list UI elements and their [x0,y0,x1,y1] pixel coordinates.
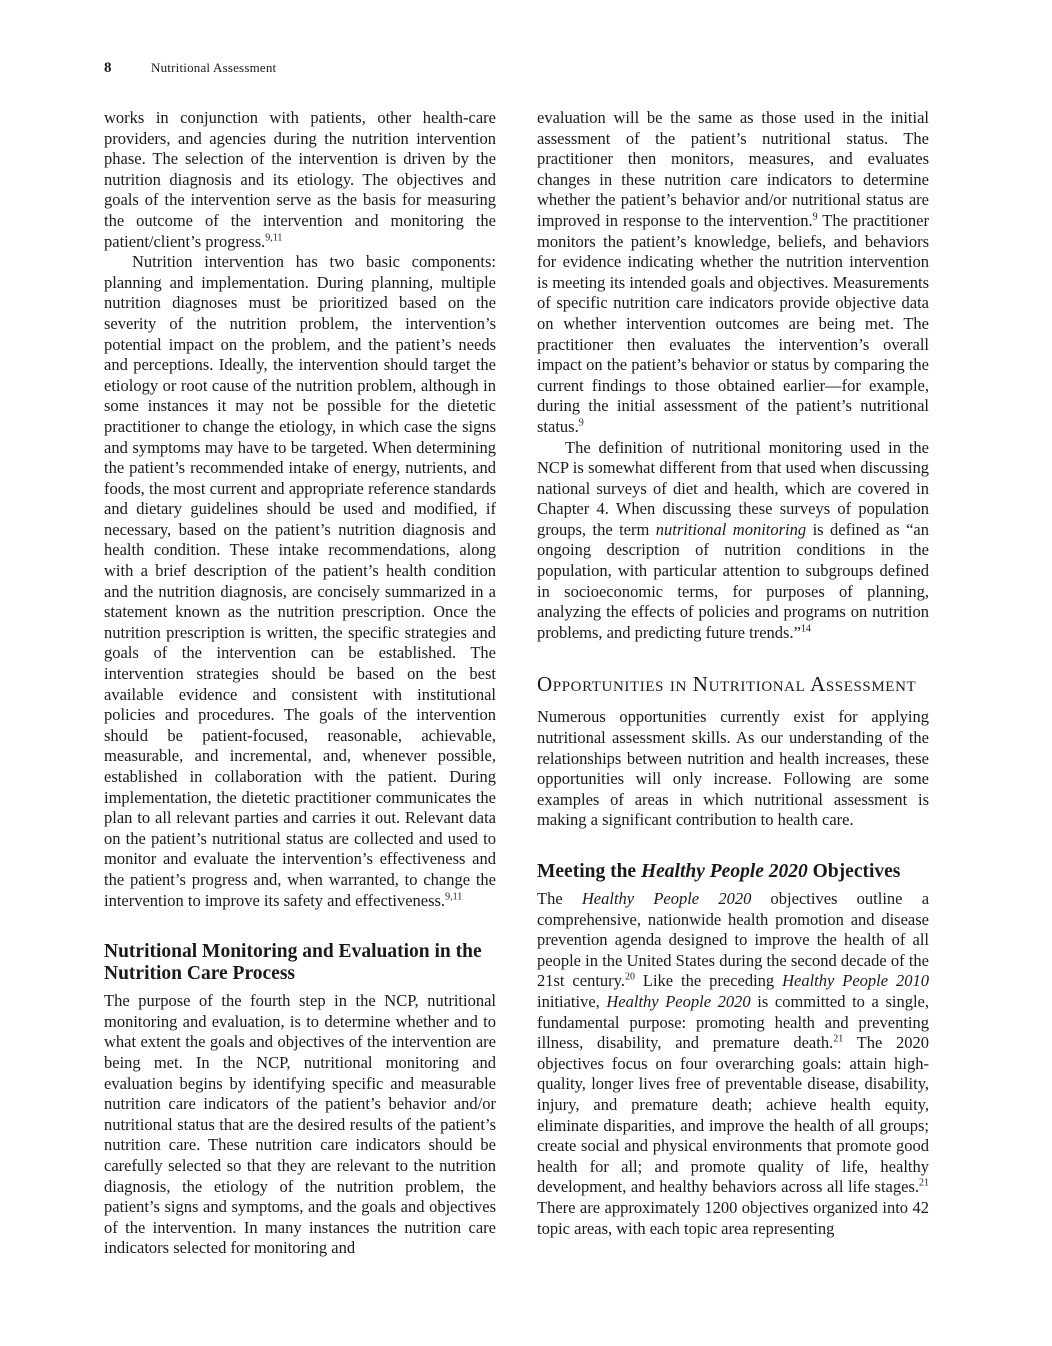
paragraph-right-3: Numerous opportunities currently exist for applying nutritional assessment skills. As our understanding of the relationships between nutrition and health increases, these opportunities will only increase. Following are some examples of areas in which nutritional assessment is making a significant contribution to health care. [537,707,929,830]
citation: 9,11 [265,232,283,244]
subsection-heading-monitoring: Nutritional Monitoring and Evaluation in the Nutrition Care Process [104,941,482,985]
right-column [537,108,929,1239]
paragraph-left-1: works in conjunction with patients, other health-care providers, and agencies during the nutrition intervention phase. The selection of the intervention is driven by the nutrition diagnosis and its etiology. The objectives and goals of the intervention serve as the basis for measuring the outcome of the intervention and monitoring the patient/client’s progress.$^{9,11}$ [104,108,496,251]
paragraph-left-3: The purpose of the fourth step in the NCP, nutritional monitoring and evaluation, is to determine whether and to what extent the goals and objectives of the intervention are being met. In the NCP, nutritional monitoring and evaluation begins by identifying specific and measurable nutrition care indicators of the patient’s behavior and/or nutritional status that are the desired results of the patient’s nutrition care. These nutrition care indicators should be carefully selected so that they are relevant to the nutrition diagnosis, the etiology of the nutrition problem, the patient’s signs and symptoms, and the goals and objectives of the intervention. In many instances the nutrition care indicators selected for monitoring and [104,991,496,1258]
page-number: 8 [104,60,112,76]
left-column [104,108,496,1259]
section-heading-opportunities: Opportunities in Nutritional Assessment [537,672,917,697]
citation: 21 [833,1033,844,1045]
paragraph-right-2: The definition of nutritional monitoring used in the NCP is somewhat different from that used when discussing national surveys of diet and health, which are covered in Chapter 4. When discussing these surveys of population groups, the term nutritional monitoring is defined as “an ongoing description of nutrition conditions in the population, with particular attention to subgroups defined in socioeconomic terms, for purposes of planning, analyzing the effects of policies and programs on nutrition problems, and predicting future trends.”$^{14}$ [537,437,929,642]
citation: 20 [624,971,635,983]
subsection-heading-healthy-people: Meeting the Healthy People 2020 Objectives [537,861,901,882]
paragraph-right-1: evaluation will be the same as those used in the initial assessment of the patient’s nutritional status. The practitioner then monitors, measures, and evaluates changes in these nutrition care indicators to determine whether the patient’s behavior and/or nutritional status are improved in response to the intervention.$^9$ The practitioner monitors the patient’s knowledge, beliefs, and behaviors for evidence indicating whether the nutrition intervention is meeting its intended goals and objectives. Measurements of specific nutrition care indicators provide objective data on whether intervention outcomes are being met. The practitioner then evaluates the intervention’s overall impact on the patient’s behavior or status by comparing the current findings to those obtained earlier—for example, during the initial assessment of the patient’s nutritional status.$^9$ [537,108,929,436]
citation: 9,11 [445,891,463,903]
paragraph-left-2: Nutrition intervention has two basic components: planning and implementation. During planning, multiple nutrition diagnoses must be prioritized based on the severity of the nutrition problem, the intervention’s potential impact on the problem, and the patient’s needs and perceptions. Ideally, the intervention should target the etiology or root cause of the nutrition problem, although in some instances it may not be possible for the dietetic practitioner to change the etiology, in which case the signs and symptoms may have to be targeted. When determining the patient’s recommended intake of energy, nutrients, and foods, the most current and appropriate reference standards and dietary guidelines should be used and modified, if necessary, based on the patient’s nutrition diagnosis and health condition. These intake recommendations, along with a brief description of the patient’s health condition and the nutrition diagnosis, are concisely summarized in a statement known as the nutrition prescription. Once the nutrition prescription is written, the specific strategies and goals of the intervention can be established. The intervention strategies should be based on the best available evidence and consistent with institutional policies and procedures. The goals of the intervention should be patient-focused, reasonable, achievable, measurable, and incremental, and, whenever possible, established in collaboration with the patient. During implementation, the dietetic practitioner communicates the plan to all relevant parties and carries it out. Relevant data on the patient’s nutritional status are collected and used to monitor and evaluate the intervention’s effectiveness and the patient’s progress and, when warranted, to change the intervention to improve its safety and effectiveness.$^{9,11}$ [104,252,496,910]
citation: 9 [812,211,818,223]
citation: 9 [578,417,584,429]
running-head [104,60,276,77]
paragraph-right-4: The Healthy People 2020 objectives outline a comprehensive, nationwide health promotion and disease prevention agenda designed to improve the health of all people in the United States during the second decade of the 21st century.$^{20}$ Like the preceding Healthy People 2010 initiative, Healthy People 2020 is committed to a single, fundamental purpose: promoting health and preventing illness, disability, and premature death.$^{21}$ The 2020 objectives focus on four overarching goals: attain high-quality, longer lives free of preventable disease, disability, injury, and premature death; achieve health equity, eliminate disparities, and improve the health of all groups; create social and physical environments that promote good health for all; and promote quality of life, healthy development, and healthy behaviors across all life stages.$^{21}$ There are approximately 1200 objectives organized into 42 topic areas, with each topic area representing [537,889,930,1238]
running-title: Nutritional Assessment [151,60,277,75]
citation: 14 [800,623,811,635]
citation: 21 [919,1177,929,1189]
